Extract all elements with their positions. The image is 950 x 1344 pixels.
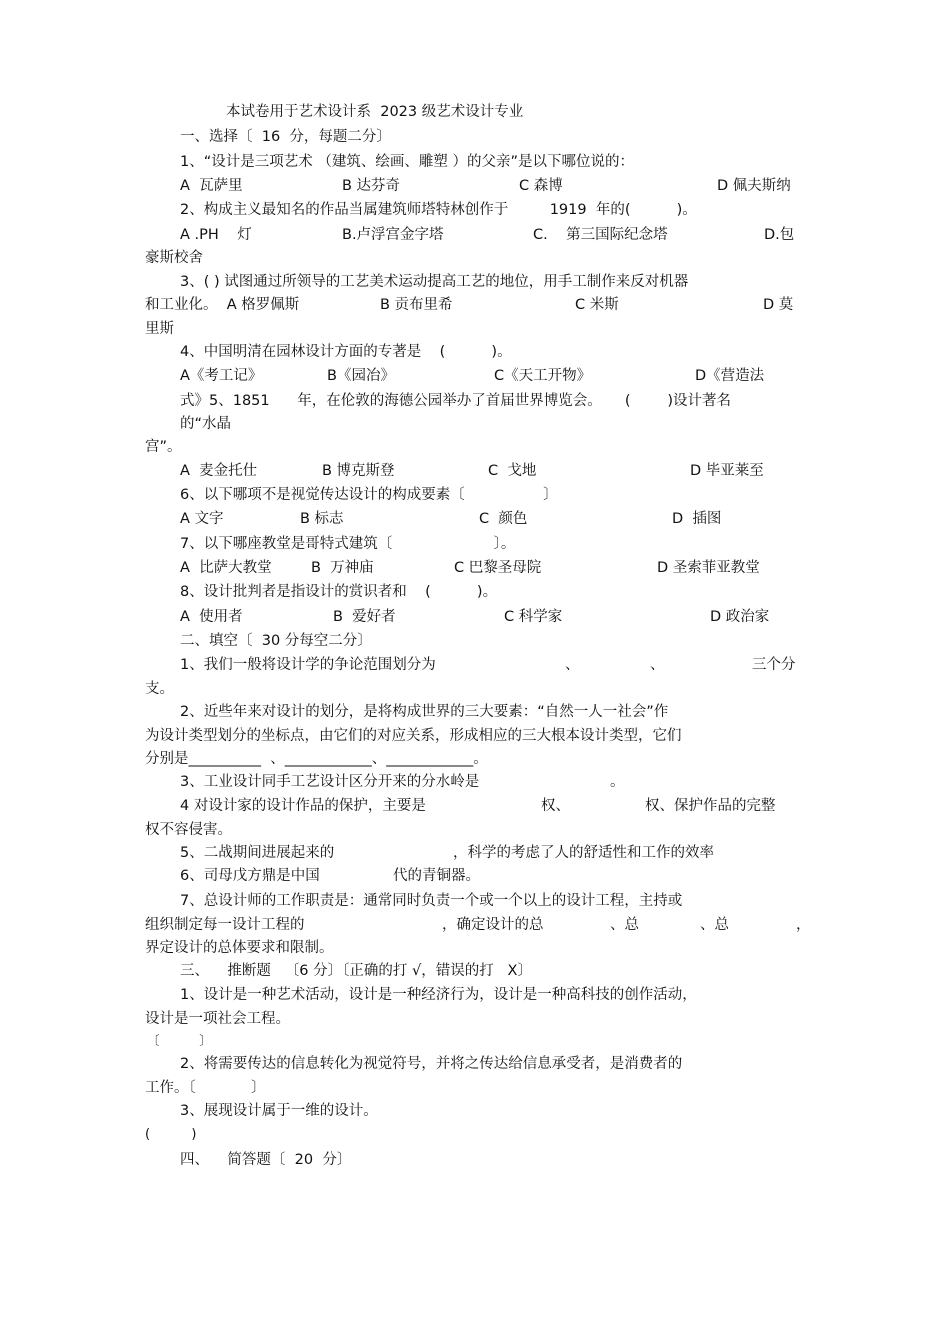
option-c: C 戈地 [488, 463, 537, 479]
judge-line2: 工作。〔 〕 [145, 1080, 266, 1096]
option-a: A 麦金托仕 [180, 463, 258, 479]
fill-tail: 。 [610, 774, 625, 790]
option-a: A 比萨大教堂 [180, 560, 272, 576]
fill-mid: 权、 [541, 798, 570, 814]
fill-line3: 分别是__________ 、____________、____________。 [145, 751, 488, 767]
fill-line2: 、总 [610, 917, 639, 933]
option-d: D 莫 [763, 297, 794, 313]
option-c: C 科学家 [504, 609, 563, 625]
option-c: C《天工开物》 [494, 368, 592, 384]
section1-title: 一、选择〔 16 分，每题二分〕 [180, 129, 391, 145]
fill-stem: 3、工业设计同手工艺设计区分开来的分水岭是 [180, 774, 480, 790]
option-b: B 贡布里希 [380, 297, 453, 313]
section3-title: 三、 推断题 〔6 分〕〔正确的打 √，错误的打 X〕 [180, 963, 532, 979]
option-a: A 使用者 [180, 609, 243, 625]
section2-title: 二、填空〔 30 分每空二分〕 [180, 633, 372, 649]
option-a: A .PH 灯 [180, 227, 252, 243]
fill-tail: 代的青铜器。 [393, 868, 480, 884]
option-d: D《营造法 [695, 368, 765, 384]
fill-mid: 权、保护作品的完整 [645, 798, 776, 814]
fill-line2: 为设计类型划分的坐标点，由它们的对应关系，形成相应的三大根本设计类型，它们 [145, 728, 682, 744]
fill-line3: 界定设计的总体要求和限制。 [145, 940, 334, 956]
section4-title: 四、 简答题〔 20 分〕 [180, 1152, 352, 1168]
question-stem: 2、构成主义最知名的作品当属建筑师塔特林创作于 1919 年的( )。 [180, 202, 697, 218]
exam-header: 本试卷用于艺术设计系 2023 级艺术设计专业 [226, 104, 524, 120]
question-stem: 7、以下哪座教堂是哥特式建筑〔 〕。 [180, 536, 516, 552]
option-c: C 森博 [519, 178, 563, 194]
fill-stem: 1、我们一般将设计学的争论范围划分为 [180, 657, 436, 673]
option-d-wrap: 豪斯校舍 [145, 250, 203, 266]
option-c: C 颜色 [479, 511, 528, 527]
option-a: A 瓦萨里 [180, 178, 243, 194]
fill-sep: 、 [565, 657, 580, 673]
option-d: D 插图 [672, 511, 722, 527]
fill-stem: 6、司母戊方鼎是中国 [180, 868, 320, 884]
judge-line2: 设计是一项社会工程。 [145, 1011, 290, 1027]
fill-line2: ，确定设计的总 [442, 917, 544, 933]
option-b: B 博克斯登 [322, 463, 395, 479]
option-b: B 标志 [300, 511, 344, 527]
question-stem: 6、以下哪项不是视觉传达设计的构成要素〔 〕 [180, 487, 558, 503]
fill-tail: ，科学的考虑了人的舒适性和工作的效率 [453, 845, 714, 861]
fill-line2: 组织制定每一设计工程的 [145, 917, 305, 933]
option-a: A 文字 [180, 511, 224, 527]
fill-stem: 4 对设计家的设计作品的保护，主要是 [180, 798, 426, 814]
option-b: B《园冶》 [327, 368, 395, 384]
option-d: D 政治家 [710, 609, 770, 625]
fill-tail: 三个分 [752, 657, 796, 673]
question-stem-line2: 的“水晶 [180, 416, 232, 432]
option-c: C. 第三国际纪念塔 [533, 227, 668, 243]
question-stem: 式》5、1851 年，在伦敦的海德公园举办了首届世界博览会。 ( )设计著名 [180, 393, 732, 409]
option-b: B.卢浮宫金字塔 [342, 227, 444, 243]
option-d: D 佩夫斯纳 [717, 178, 791, 194]
judge-line1: 3、展现设计属于一维的设计。 [180, 1103, 378, 1119]
fill-line1: 2、近些年来对设计的划分，是将构成世界的三大要素：“自然一人一社会”作 [180, 704, 669, 720]
question-stem: 8、设计批判者是指设计的赏识者和 ( )。 [180, 584, 498, 600]
judge-line1: 1、设计是一种艺术活动，设计是一种经济行为，设计是一种高科技的创作活动， [180, 987, 697, 1003]
option-d: D 圣索菲亚教堂 [657, 560, 760, 576]
question-stem: 3、( ) 试图通过所领导的工艺美术运动提高工艺的地位，用手工制作来反对机器 [180, 274, 689, 290]
option-c: C 巴黎圣母院 [454, 560, 542, 576]
option-d: D 毕亚莱至 [690, 463, 764, 479]
judge-line1: 2、将需要传达的信息转化为视觉符号，并将之传达给信息承受者，是消费者的 [180, 1056, 683, 1072]
fill-wrap: 支。 [145, 681, 174, 697]
fill-line2: 、总 [700, 917, 729, 933]
option-d-wrap: 里斯 [145, 321, 174, 337]
fill-wrap: 权不容侵害。 [145, 822, 232, 838]
option-d: D.包 [764, 227, 795, 243]
question-stem-line2: 和工业化。 A 格罗佩斯 [145, 297, 300, 313]
question-stem: 1、“设计是三项艺术 （建筑、绘画、雕塑 ）的父亲”是以下哪位说的： [180, 154, 634, 170]
option-b: B 达芬奇 [342, 178, 401, 194]
fill-line2: ， [796, 917, 811, 933]
fill-stem: 5、二战期间进展起来的 [180, 845, 335, 861]
option-c: C 米斯 [575, 297, 619, 313]
question-stem: 4、中国明清在园林设计方面的专著是 ( )。 [180, 344, 512, 360]
fill-line1: 7、总设计师的工作职责是：通常同时负责一个或一个以上的设计工程，主持或 [180, 893, 683, 909]
option-b: B 爱好者 [333, 609, 396, 625]
answer-paren: ( ) [145, 1127, 197, 1142]
option-b: B 万神庙 [311, 560, 374, 576]
answer-paren: 〔 〕 [147, 1033, 212, 1048]
question-stem-line3: 宫”。 [145, 439, 182, 455]
option-a: A《考工记》 [180, 368, 263, 384]
fill-sep: 、 [650, 657, 665, 673]
